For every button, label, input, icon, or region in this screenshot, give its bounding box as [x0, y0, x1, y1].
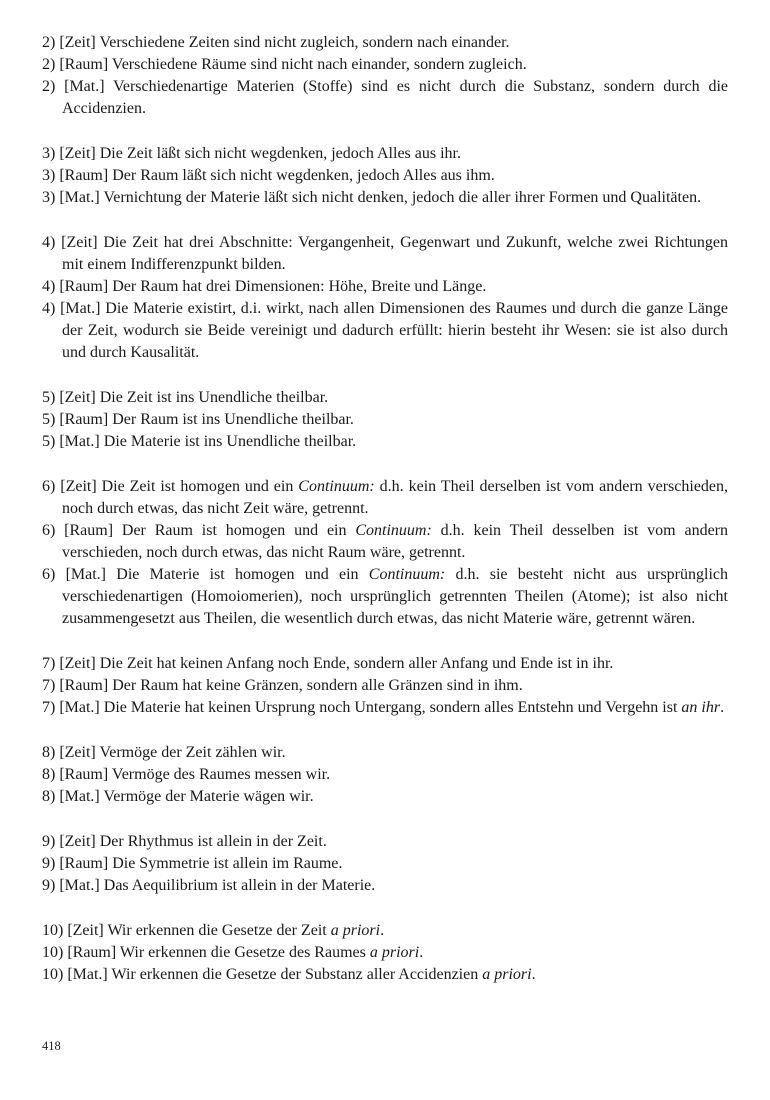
item-tag: [Raum] — [59, 56, 109, 73]
list-item — [42, 276, 728, 298]
item-group — [42, 32, 728, 120]
text-run: . — [531, 966, 536, 983]
text-run: Continuum: — [355, 522, 432, 539]
item-tag: [Raum] — [59, 855, 109, 872]
item-tag: [Raum] — [59, 411, 109, 428]
text-run: Vermöge der Zeit zählen wir. — [99, 744, 286, 761]
item-tag: [Zeit] — [61, 234, 98, 251]
item-group — [42, 742, 728, 808]
item-number: 4) — [42, 278, 56, 295]
text-run: Der Raum hat drei Dimensionen: Höhe, Breite und Länge. — [112, 278, 487, 295]
text-run: Vernichtung der Materie läßt sich nicht denken, jedoch die aller ihrer Formen und Qualitäten. — [103, 189, 702, 206]
text-run: Die Symmetrie ist allein im Raume. — [112, 855, 343, 872]
list-item — [42, 786, 728, 808]
item-tag: [Raum] — [59, 167, 109, 184]
item-number: 8) — [42, 744, 56, 761]
text-run: d.h. kein Theil desselben ist vom andern verschieden, noch durch etwas, das nicht Raum wäre, getrennt. — [62, 522, 728, 561]
item-tag: [Zeit] — [59, 833, 96, 850]
item-number: 9) — [42, 877, 56, 894]
item-group — [42, 476, 728, 630]
list-item — [42, 564, 728, 630]
text-run: Der Rhythmus ist allein in der Zeit. — [99, 833, 327, 850]
text-run: Die Zeit läßt sich nicht wegdenken, jedoch Alles aus ihr. — [99, 145, 461, 162]
text-run: d.h. sie besteht nicht aus ursprünglich verschiedenartigen (Homoiomerien), noch ursprünglich getrennten Theilen (Atome); ist also nicht zusammengesetzt aus Theilen, die wesentlich durch etwas, das nicht Materie wäre, getrennt wären. — [62, 566, 729, 627]
list-item — [42, 476, 728, 520]
item-group — [42, 920, 728, 986]
item-number: 2) — [42, 34, 56, 51]
item-number: 7) — [42, 655, 56, 672]
text-run: Verschiedenartige Materien (Stoffe) sind es nicht durch die Substanz, sondern durch die Accidenzien. — [62, 78, 729, 117]
list-item — [42, 165, 728, 187]
item-number: 7) — [42, 699, 56, 716]
list-item — [42, 942, 728, 964]
list-item — [42, 875, 728, 897]
item-number: 10) — [42, 922, 64, 939]
list-item — [42, 232, 728, 276]
text-run: Verschiedene Zeiten sind nicht zugleich, sondern nach einander. — [99, 34, 510, 51]
item-number: 3) — [42, 167, 56, 184]
item-number: 2) — [42, 56, 56, 73]
item-tag: [Raum] — [67, 944, 117, 961]
item-tag: [Mat.] — [59, 788, 100, 805]
item-tag: [Raum] — [64, 522, 114, 539]
list-item — [42, 54, 728, 76]
text-run: Der Raum hat keine Gränzen, sondern alle Gränzen sind in ihm. — [112, 677, 523, 694]
text-run: a priori — [482, 966, 532, 983]
list-item — [42, 387, 728, 409]
text-run: Wir erkennen die Gesetze des Raumes — [119, 944, 370, 961]
item-tag: [Mat.] — [59, 877, 100, 894]
item-tag: [Zeit] — [59, 145, 96, 162]
item-number: 4) — [42, 300, 56, 317]
item-number: 5) — [42, 411, 56, 428]
item-tag: [Zeit] — [67, 922, 104, 939]
item-tag: [Mat.] — [67, 966, 108, 983]
text-run: Verschiedene Räume sind nicht nach einander, sondern zugleich. — [111, 56, 527, 73]
item-number: 5) — [42, 389, 56, 406]
text-run: Der Raum ist homogen und ein — [121, 522, 356, 539]
item-number: 8) — [42, 788, 56, 805]
list-item — [42, 76, 728, 120]
item-group — [42, 143, 728, 209]
item-group — [42, 831, 728, 897]
item-tag: [Raum] — [59, 766, 109, 783]
text-run: d.h. kein Theil derselben ist vom andern verschieden, noch durch etwas, das nicht Zeit wäre, getrennt. — [62, 478, 729, 517]
item-tag: [Mat.] — [59, 433, 100, 450]
list-item — [42, 764, 728, 786]
list-item — [42, 853, 728, 875]
item-tag: [Zeit] — [59, 389, 96, 406]
text-run: Wir erkennen die Gesetze der Zeit — [107, 922, 331, 939]
item-tag: [Raum] — [59, 278, 109, 295]
item-group — [42, 653, 728, 719]
item-tag: [Mat.] — [59, 699, 100, 716]
item-tag: [Zeit] — [59, 34, 96, 51]
text-run: Das Aequilibrium ist allein in der Materie. — [103, 877, 376, 894]
text-run: . — [380, 922, 385, 939]
text-run: Continuum: — [298, 478, 375, 495]
text-run: Die Materie hat keinen Ursprung noch Untergang, sondern alles Entstehn und Vergehn ist — [103, 699, 682, 716]
text-run: . — [720, 699, 725, 716]
text-run: a priori — [369, 944, 420, 961]
item-number: 3) — [42, 189, 56, 206]
text-run: Die Zeit ist ins Unendliche theilbar. — [99, 389, 329, 406]
list-item — [42, 409, 728, 431]
list-item — [42, 187, 728, 209]
text-run: an ihr — [681, 699, 721, 716]
page-number: 418 — [42, 1039, 61, 1053]
item-number: 2) — [42, 78, 56, 95]
list-item — [42, 32, 728, 54]
item-group — [42, 232, 728, 364]
item-tag: [Mat.] — [60, 300, 101, 317]
item-tag: [Zeit] — [59, 744, 96, 761]
text-run: Der Raum ist ins Unendliche theilbar. — [112, 411, 354, 428]
item-tag: [Mat.] — [64, 78, 105, 95]
text-run: Vermöge des Raumes messen wir. — [111, 766, 331, 783]
item-group — [42, 387, 728, 453]
list-item — [42, 143, 728, 165]
text-run: Der Raum läßt sich nicht wegdenken, jedoch Alles aus ihm. — [112, 167, 495, 184]
item-number: 9) — [42, 833, 56, 850]
text-run: Continuum: — [368, 566, 446, 583]
item-tag: [Raum] — [59, 677, 109, 694]
item-number: 10) — [42, 944, 64, 961]
text-run: Die Zeit ist homogen und ein — [101, 478, 299, 495]
item-tag: [Mat.] — [59, 189, 100, 206]
text-run: Die Materie ist homogen und ein — [116, 566, 369, 583]
item-tag: [Zeit] — [59, 655, 96, 672]
text-run: Die Materie ist ins Unendliche theilbar. — [103, 433, 357, 450]
list-item — [42, 697, 728, 719]
item-number: 6) — [42, 522, 56, 539]
text-run: Die Materie existirt, d.i. wirkt, nach allen Dimensionen des Raumes und durch die ganze Länge der Zeit, wodurch sie Beide vereinigt und dadurch erfüllt: hierin besteht ihr Wesen: sie ist also durch und durch Kausalität. — [62, 300, 728, 361]
item-number: 6) — [42, 566, 56, 583]
item-number: 5) — [42, 433, 56, 450]
list-item — [42, 653, 728, 675]
text-run: a priori — [330, 922, 381, 939]
text-run: . — [419, 944, 424, 961]
list-item — [42, 675, 728, 697]
list-item — [42, 520, 728, 564]
item-number: 4) — [42, 234, 56, 251]
text-run: Die Zeit hat keinen Anfang noch Ende, sondern aller Anfang und Ende ist in ihr. — [99, 655, 614, 672]
list-item — [42, 742, 728, 764]
text-run: Vermöge der Materie wägen wir. — [103, 788, 314, 805]
item-number: 8) — [42, 766, 56, 783]
item-tag: [Mat.] — [65, 566, 107, 583]
list-item — [42, 298, 728, 364]
text-run: Wir erkennen die Gesetze der Substanz aller Accidenzien — [111, 966, 483, 983]
list-item — [42, 920, 728, 942]
text-run: Die Zeit hat drei Abschnitte: Vergangenheit, Gegenwart und Zukunft, welche zwei Richtungen mit einem Indifferenzpunkt bilden. — [62, 234, 729, 273]
item-number: 7) — [42, 677, 56, 694]
item-number: 6) — [42, 478, 56, 495]
item-number: 3) — [42, 145, 56, 162]
list-item — [42, 431, 728, 453]
list-item — [42, 964, 728, 986]
item-number: 10) — [42, 966, 64, 983]
item-tag: [Zeit] — [60, 478, 97, 495]
list-item — [42, 831, 728, 853]
item-number: 9) — [42, 855, 56, 872]
